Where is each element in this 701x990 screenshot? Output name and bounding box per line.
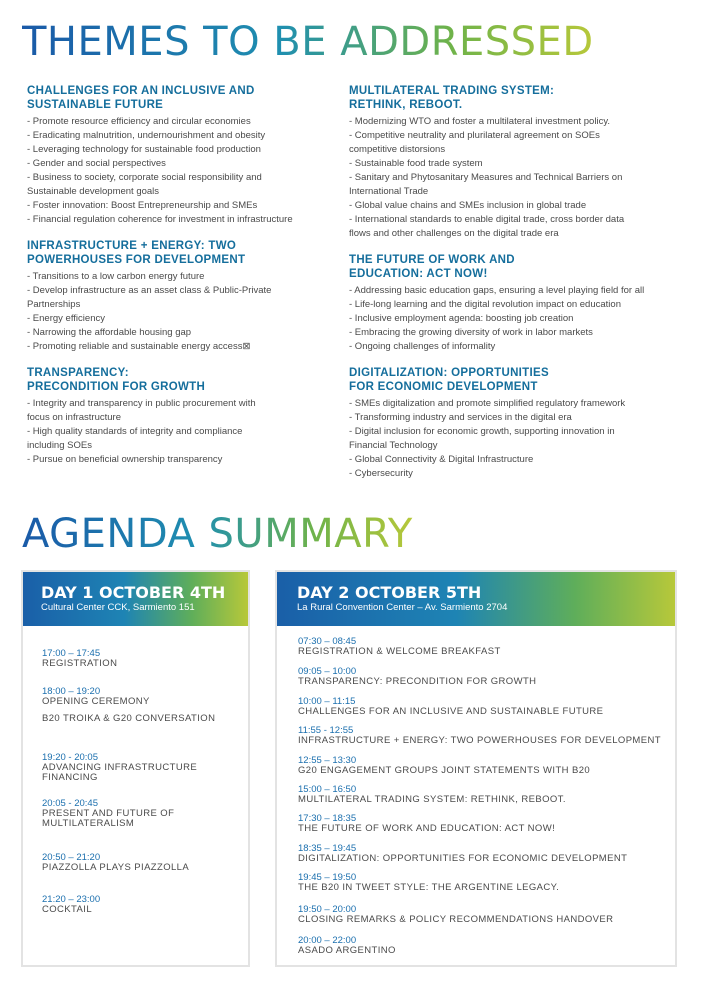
theme-heading-line: MULTILATERAL TRADING SYSTEM: <box>349 85 555 97</box>
theme-item: - Eradicating malnutrition, undernourishment and obesity <box>27 130 266 141</box>
theme-item: - Sustainable food trade system <box>349 158 483 169</box>
theme-heading <box>349 366 684 394</box>
theme-item: Partnerships <box>27 299 81 310</box>
session-subtitle: B20 TROIKA & G20 CONVERSATION <box>42 713 216 724</box>
theme-item: competitive distorsions <box>349 144 446 155</box>
session-time: 09:05 – 10:00 <box>298 666 357 677</box>
theme-item: - Develop infrastructure as an asset class & Public-Private <box>27 285 272 296</box>
session-time: 15:00 – 16:50 <box>298 784 357 795</box>
agenda-session <box>42 686 215 724</box>
agenda-session <box>42 852 189 873</box>
theme-heading-line: PRECONDITION FOR GROWTH <box>27 381 206 393</box>
theme-item: International Trade <box>349 186 429 197</box>
theme-list <box>27 397 332 467</box>
agenda-session <box>42 648 117 669</box>
theme-block <box>349 253 684 354</box>
theme-block <box>27 366 332 467</box>
day-1-venue: Cultural Center CCK, Sarmiento 151 <box>41 602 195 613</box>
agenda-session <box>298 843 627 864</box>
agenda-session <box>298 666 536 687</box>
agenda-session <box>42 798 174 829</box>
session-time: 19:50 – 20:00 <box>298 904 357 915</box>
theme-item: - Digital inclusion for economic growth, supporting innovation in <box>349 426 615 437</box>
session-time: 20:00 – 22:00 <box>298 935 357 946</box>
theme-item: - Sanitary and Phytosanitary Measures and Technical Barriers on <box>349 172 623 183</box>
theme-item: - Leveraging technology for sustainable food production <box>27 144 261 155</box>
session-time: 10:00 – 11:15 <box>298 696 356 707</box>
theme-item: - Gender and social perspectives <box>27 158 166 169</box>
day-2-panel <box>275 570 677 967</box>
theme-heading-line: EDUCATION: ACT NOW! <box>349 268 488 280</box>
session-time: 20:50 – 21:20 <box>42 852 101 863</box>
agenda-session <box>298 813 555 834</box>
session-title: MULTILATERAL TRADING SYSTEM: RETHINK, REBOOT. <box>298 794 566 805</box>
session-title: REGISTRATION <box>42 658 118 669</box>
theme-item: - Global value chains and SMEs inclusion in global trade <box>349 200 587 211</box>
theme-item: - Embracing the growing diversity of work in labor markets <box>349 327 593 338</box>
theme-item: - Transforming industry and services in the digital era <box>349 412 572 423</box>
day-2-title: DAY 2 OCTOBER 5TH <box>297 583 482 602</box>
agenda-session <box>298 784 566 805</box>
theme-item: Sustainable development goals <box>27 186 160 197</box>
theme-item: Financial Technology <box>349 440 438 451</box>
session-time: 07:30 – 08:45 <box>298 636 357 647</box>
theme-item: - Pursue on beneficial ownership transparency <box>27 454 223 465</box>
theme-heading <box>27 84 332 112</box>
theme-item: - Promoting reliable and sustainable energy access⊠ <box>27 341 251 352</box>
agenda-session <box>298 696 603 717</box>
session-title: THE B20 IN TWEET STYLE: THE ARGENTINE LEGACY. <box>298 882 560 893</box>
theme-list <box>349 284 684 354</box>
session-title: THE FUTURE OF WORK AND EDUCATION: ACT NOW! <box>298 823 556 834</box>
day-2-venue: La Rural Convention Center – Av. Sarmiento 2704 <box>297 602 508 613</box>
day-2-header <box>277 572 675 626</box>
theme-list <box>27 270 332 354</box>
agenda-session <box>298 636 501 657</box>
theme-list <box>349 397 684 481</box>
session-title: COCKTAIL <box>42 904 93 915</box>
theme-item: focus on infrastructure <box>27 412 121 423</box>
theme-item: - Transitions to a low carbon energy future <box>27 271 205 282</box>
session-title: INFRASTRUCTURE + ENERGY: TWO POWERHOUSES FOR DEVELOPMENT <box>298 735 661 746</box>
session-title: FINANCING <box>42 772 98 783</box>
session-time: 11:55 - 12:55 <box>298 725 354 736</box>
theme-item: - Ongoing challenges of informality <box>349 341 496 352</box>
theme-item: - Foster innovation: Boost Entrepreneurship and SMEs <box>27 200 258 211</box>
session-title: PIAZZOLLA PLAYS PIAZZOLLA <box>42 862 190 873</box>
session-title: G20 ENGAGEMENT GROUPS JOINT STATEMENTS WITH B20 <box>298 765 591 776</box>
session-title: OPENING CEREMONY <box>42 696 150 707</box>
theme-item: - Global Connectivity & Digital Infrastructure <box>349 454 534 465</box>
session-title: ADVANCING INFRASTRUCTURE <box>42 762 198 773</box>
theme-item: - SMEs digitalization and promote simplified regulatory framework <box>349 398 626 409</box>
session-time: 19:45 – 19:50 <box>298 872 357 883</box>
session-time: 20:05 - 20:45 <box>42 798 98 809</box>
theme-item: - Financial regulation coherence for investment in infrastructure <box>27 214 293 225</box>
themes-right-column <box>349 84 684 493</box>
theme-item: - Energy efficiency <box>27 313 105 324</box>
session-time: 18:35 – 19:45 <box>298 843 357 854</box>
session-title: CLOSING REMARKS & POLICY RECOMMENDATIONS HANDOVER <box>298 914 614 925</box>
theme-item: - Business to society, corporate social responsibility and <box>27 172 262 183</box>
theme-item: - Promote resource efficiency and circular economies <box>27 116 251 127</box>
theme-item: - High quality standards of integrity and compliance <box>27 426 243 437</box>
themes-title: THEMES TO BE ADDRESSED <box>22 19 594 65</box>
session-title: REGISTRATION & WELCOME BREAKFAST <box>298 646 501 657</box>
theme-heading-line: POWERHOUSES FOR DEVELOPMENT <box>27 254 246 266</box>
theme-item: - Addressing basic education gaps, ensuring a level playing field for all <box>349 285 645 296</box>
theme-item: - International standards to enable digital trade, cross border data <box>349 214 625 225</box>
session-time: 17:00 – 17:45 <box>42 648 101 659</box>
themes-left-column <box>27 84 332 479</box>
session-time: 17:30 – 18:35 <box>298 813 357 824</box>
theme-item: - Integrity and transparency in public procurement with <box>27 398 256 409</box>
session-title: CHALLENGES FOR AN INCLUSIVE AND SUSTAINABLE FUTURE <box>298 706 604 717</box>
theme-list <box>349 115 684 241</box>
day-1-header <box>23 572 248 626</box>
agenda-session <box>298 725 661 746</box>
theme-heading <box>349 84 684 112</box>
agenda-session <box>298 904 613 925</box>
theme-item: - Competitive neutrality and plurilateral agreement on SOEs <box>349 130 600 141</box>
session-title: DIGITALIZATION: OPPORTUNITIES FOR ECONOMIC DEVELOPMENT <box>298 853 628 864</box>
theme-item: including SOEs <box>27 440 92 451</box>
theme-item: - Cybersecurity <box>349 468 413 479</box>
session-title: TRANSPARENCY: PRECONDITION FOR GROWTH <box>298 676 537 687</box>
theme-heading-line: CHALLENGES FOR AN INCLUSIVE AND <box>27 85 255 97</box>
session-title: ASADO ARGENTINO <box>298 945 396 956</box>
theme-item: flows and other challenges on the digital trade era <box>349 228 559 239</box>
agenda-session <box>298 755 590 776</box>
session-time: 12:55 – 13:30 <box>298 755 357 766</box>
agenda-session <box>42 752 197 783</box>
session-time: 19:20 - 20:05 <box>42 752 98 763</box>
theme-heading-line: TRANSPARENCY: <box>27 367 129 379</box>
theme-item: - Inclusive employment agenda: boosting job creation <box>349 313 574 324</box>
agenda-session <box>42 894 100 915</box>
theme-heading-line: THE FUTURE OF WORK AND <box>349 254 515 266</box>
theme-heading-line: SUSTAINABLE FUTURE <box>27 99 164 111</box>
theme-block <box>27 84 332 227</box>
theme-block <box>349 366 684 481</box>
theme-heading-line: DIGITALIZATION: OPPORTUNITIES <box>349 367 549 379</box>
agenda-session <box>298 935 396 956</box>
theme-heading <box>349 253 684 281</box>
theme-heading-line: RETHINK, REBOOT. <box>349 99 463 111</box>
theme-heading-line: INFRASTRUCTURE + ENERGY: TWO <box>27 240 237 252</box>
day-1-panel <box>21 570 250 967</box>
theme-heading-line: FOR ECONOMIC DEVELOPMENT <box>349 381 538 393</box>
theme-block <box>349 84 684 241</box>
session-time: 18:00 – 19:20 <box>42 686 101 697</box>
agenda-session <box>298 872 559 893</box>
theme-heading <box>27 366 332 394</box>
session-title: PRESENT AND FUTURE OF <box>42 808 175 819</box>
theme-item: - Modernizing WTO and foster a multilateral investment policy. <box>349 116 610 127</box>
theme-heading <box>27 239 332 267</box>
session-title: MULTILATERALISM <box>42 818 135 829</box>
session-time: 21:20 – 23:00 <box>42 894 101 905</box>
theme-item: - Narrowing the affordable housing gap <box>27 327 192 338</box>
theme-item: - Life-long learning and the digital revolution impact on education <box>349 299 621 310</box>
theme-block <box>27 239 332 354</box>
agenda-title: AGENDA SUMMARY <box>22 511 413 557</box>
day-1-title: DAY 1 OCTOBER 4TH <box>41 583 226 602</box>
theme-list <box>27 115 332 227</box>
